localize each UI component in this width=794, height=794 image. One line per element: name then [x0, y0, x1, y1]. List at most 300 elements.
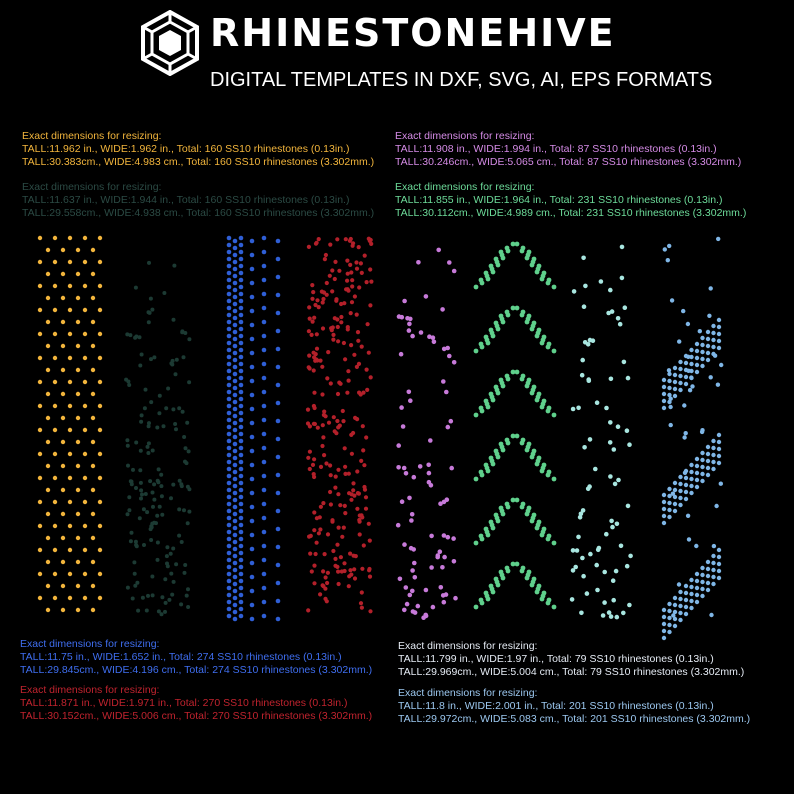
- rhinestone-dot: [262, 586, 267, 591]
- rhinestone-dot: [331, 549, 335, 553]
- rhinestone-dot: [700, 566, 704, 570]
- rhinestone-dot: [38, 500, 42, 504]
- rhinestone-dot: [233, 323, 238, 328]
- rhinestone-dot: [227, 292, 232, 297]
- rhinestone-dot: [684, 591, 688, 595]
- rhinestone-dot: [546, 281, 551, 286]
- rhinestone-dot: [706, 330, 710, 334]
- rhinestone-dot: [540, 533, 545, 538]
- rhinestone-dot: [595, 588, 600, 593]
- rhinestone-dot: [436, 248, 441, 253]
- rhinestone-dot: [38, 356, 42, 360]
- rhinestone-dot: [83, 500, 87, 504]
- rhinestone-dot: [141, 596, 145, 600]
- rhinestone-dot: [506, 377, 511, 382]
- rhinestone-dot: [233, 414, 238, 419]
- rhinestone-dot: [321, 501, 325, 505]
- pattern-lightblue: [662, 237, 724, 641]
- rhinestone-dot: [315, 541, 319, 545]
- rhinestone-dot: [227, 432, 232, 437]
- rhinestone-dot: [625, 428, 630, 433]
- rhinestone-dot: [552, 605, 557, 610]
- rhinestone-dot: [250, 309, 255, 314]
- rhinestone-dot: [233, 561, 238, 566]
- rhinestone-dot: [185, 421, 189, 425]
- rhinestone-dot: [276, 617, 281, 622]
- rhinestone-dot: [480, 537, 485, 542]
- rhinestone-dot: [368, 609, 372, 613]
- rhinestone-dot: [666, 258, 670, 262]
- rhinestone-dot: [616, 478, 621, 483]
- rhinestone-dot: [233, 484, 238, 489]
- rhinestone-dot: [227, 600, 232, 605]
- rhinestone-dot: [368, 267, 372, 271]
- rhinestone-dot: [61, 488, 65, 492]
- rhinestone-dot: [582, 304, 587, 309]
- dim-heading: Exact dimensions for resizing:: [20, 684, 160, 696]
- rhinestone-dot: [227, 250, 232, 255]
- rhinestone-dot: [480, 473, 485, 478]
- rhinestone-dot: [312, 581, 316, 585]
- rhinestone-dot: [262, 390, 267, 395]
- rhinestone-dot: [98, 596, 102, 600]
- rhinestone-dot: [540, 469, 545, 474]
- rhinestone-dot: [689, 348, 693, 352]
- rhinestone-dot: [709, 286, 713, 290]
- rhinestone-dot: [682, 435, 686, 439]
- rhinestone-dot: [520, 377, 525, 382]
- rhinestone-dot: [359, 459, 363, 463]
- rhinestone-dot: [695, 485, 699, 489]
- rhinestone-dot: [322, 290, 326, 294]
- rhinestone-dot: [46, 296, 50, 300]
- rhinestone-dot: [262, 418, 267, 423]
- rhinestone-dot: [91, 608, 95, 612]
- rhinestone-dot: [239, 495, 244, 500]
- rhinestone-dot: [150, 575, 154, 579]
- rhinestone-dot: [662, 615, 666, 619]
- rhinestone-dot: [717, 461, 721, 465]
- rhinestone-dot: [491, 462, 496, 467]
- rhinestone-dot: [178, 479, 182, 483]
- rhinestone-dot: [501, 256, 506, 261]
- rhinestone-dot: [250, 295, 255, 300]
- rhinestone-dot: [711, 453, 715, 457]
- rhinestone-dot: [160, 513, 164, 517]
- rhinestone-dot: [662, 392, 666, 396]
- rhinestone-dot: [68, 476, 72, 480]
- rhinestone-dot: [325, 581, 329, 585]
- rhinestone-dot: [407, 496, 412, 501]
- rhinestone-dot: [250, 617, 255, 622]
- rhinestone-dot: [700, 594, 704, 598]
- rhinestone-dot: [312, 510, 316, 514]
- rhinestone-dot: [586, 342, 591, 347]
- rhinestone-dot: [157, 467, 161, 471]
- rhinestone-dot: [347, 379, 351, 383]
- rhinestone-dot: [343, 504, 347, 508]
- rhinestone-dot: [616, 316, 621, 321]
- rhinestone-dot: [667, 368, 671, 372]
- rhinestone-dot: [227, 495, 232, 500]
- dim-line-cm: TALL:29.558cm., WIDE:4.938 cm., Total: 160 SS10 rhinestones (3.302mm.): [22, 207, 375, 219]
- rhinestone-dot: [38, 236, 42, 240]
- rhinestone-dot: [711, 345, 715, 349]
- rhinestone-dot: [700, 336, 704, 340]
- rhinestone-dot: [673, 387, 677, 391]
- rhinestone-dot: [180, 540, 184, 544]
- rhinestone-dot: [695, 579, 699, 583]
- rhinestone-dot: [326, 350, 330, 354]
- rhinestone-dot: [336, 492, 340, 496]
- rhinestone-dot: [369, 242, 373, 246]
- rhinestone-dot: [239, 334, 244, 339]
- rhinestone-dot: [325, 376, 329, 380]
- rhinestone-dot: [321, 297, 325, 301]
- rhinestone-dot: [233, 505, 238, 510]
- rhinestone-dot: [501, 320, 506, 325]
- rhinestone-dot: [358, 532, 362, 536]
- rhinestone-dot: [399, 352, 404, 357]
- rhinestone-dot: [332, 415, 336, 419]
- rhinestone-dot: [684, 476, 688, 480]
- rhinestone-dot: [619, 544, 624, 549]
- rhinestone-dot: [46, 560, 50, 564]
- rhinestone-dot: [687, 537, 691, 541]
- rhinestone-dot: [678, 360, 682, 364]
- rhinestone-dot: [452, 269, 457, 274]
- rhinestone-dot: [53, 428, 57, 432]
- rhinestone-dot: [227, 516, 232, 521]
- rhinestone-dot: [346, 272, 350, 276]
- rhinestone-dot: [628, 554, 633, 559]
- rhinestone-dot: [356, 339, 360, 343]
- rhinestone-dot: [318, 359, 322, 363]
- rhinestone-dot: [239, 390, 244, 395]
- rhinestone-dot: [546, 345, 551, 350]
- rhinestone-dot: [310, 297, 314, 301]
- rhinestone-dot: [276, 275, 281, 280]
- rhinestone-dot: [345, 259, 349, 263]
- rhinestone-dot: [98, 452, 102, 456]
- rhinestone-dot: [83, 476, 87, 480]
- rhinestone-dot: [38, 572, 42, 576]
- rhinestone-dot: [353, 576, 357, 580]
- rhinestone-dot: [156, 558, 160, 562]
- rhinestone-dot: [613, 482, 618, 487]
- rhinestone-dot: [711, 331, 715, 335]
- rhinestone-dot: [453, 596, 458, 601]
- rhinestone-dot: [615, 522, 620, 527]
- rhinestone-dot: [239, 467, 244, 472]
- rhinestone-dot: [239, 376, 244, 381]
- rhinestone-dot: [126, 512, 130, 516]
- rhinestone-dot: [134, 486, 138, 490]
- rhinestone-dot: [331, 333, 335, 337]
- rhinestone-dot: [368, 575, 372, 579]
- rhinestone-dot: [706, 588, 710, 592]
- rhinestone-dot: [98, 500, 102, 504]
- rhinestone-dot: [576, 406, 581, 411]
- rhinestone-dot: [53, 524, 57, 528]
- rhinestone-dot: [413, 575, 418, 580]
- rhinestone-dot: [125, 438, 129, 442]
- rhinestone-dot: [239, 558, 244, 563]
- rhinestone-dot: [239, 243, 244, 248]
- rhinestone-dot: [276, 599, 281, 604]
- rhinestone-dot: [323, 587, 327, 591]
- rhinestone-dot: [138, 335, 142, 339]
- rhinestone-dot: [610, 525, 615, 530]
- rhinestone-dot: [239, 327, 244, 332]
- rhinestone-dot: [700, 350, 704, 354]
- rhinestone-dot: [474, 413, 479, 418]
- rhinestone-dot: [227, 236, 232, 241]
- rhinestone-dot: [424, 614, 429, 619]
- rhinestone-dot: [83, 404, 87, 408]
- rhinestone-dot: [711, 446, 715, 450]
- rhinestone-dot: [717, 346, 721, 350]
- rhinestone-dot: [333, 557, 337, 561]
- dim-line-cm: TALL:30.152cm., WIDE:5.006 cm., Total: 270 SS10 rhinestones (3.302mm.): [20, 710, 373, 722]
- rhinestone-dot: [250, 589, 255, 594]
- rhinestone-dot: [336, 570, 340, 574]
- rhinestone-dot: [239, 607, 244, 612]
- rhinestone-dot: [307, 329, 311, 333]
- rhinestone-dot: [276, 455, 281, 460]
- rhinestone-dot: [359, 601, 363, 605]
- rhinestone-dot: [233, 295, 238, 300]
- rhinestone-dot: [601, 613, 606, 618]
- rhinestone-dot: [239, 502, 244, 507]
- rhinestone-dot: [673, 624, 677, 628]
- rhinestone-dot: [667, 515, 671, 519]
- rhinestone-dot: [250, 421, 255, 426]
- rhinestone-dot: [233, 358, 238, 363]
- rhinestone-dot: [711, 568, 715, 572]
- rhinestone-dot: [233, 260, 238, 265]
- rhinestone-dot: [276, 329, 281, 334]
- rhinestone-dot: [38, 428, 42, 432]
- rhinestone-dot: [689, 362, 693, 366]
- rhinestone-dot: [262, 348, 267, 353]
- rhinestone-dot: [333, 277, 337, 281]
- rhinestone-dot: [174, 372, 178, 376]
- rhinestone-dot: [359, 392, 363, 396]
- rhinestone-dot: [618, 322, 623, 327]
- rhinestone-dot: [322, 453, 326, 457]
- rhinestone-dot: [262, 502, 267, 507]
- rhinestone-dot: [144, 492, 148, 496]
- rhinestone-dot: [38, 452, 42, 456]
- rhinestone-dot: [361, 448, 365, 452]
- rhinestone-dot: [276, 581, 281, 586]
- rhinestone-dot: [165, 554, 169, 558]
- rhinestone-dot: [355, 469, 359, 473]
- rhinestone-dot: [717, 339, 721, 343]
- rhinestone-dot: [91, 296, 95, 300]
- rhinestone-dot: [233, 512, 238, 517]
- rhinestone-dot: [352, 494, 356, 498]
- rhinestone-dot: [151, 505, 155, 509]
- rhinestone-dot: [227, 404, 232, 409]
- rhinestone-dot: [355, 267, 359, 271]
- rhinestone-dot: [698, 329, 702, 333]
- rhinestone-dot: [329, 502, 333, 506]
- rhinestone-dot: [233, 568, 238, 573]
- rhinestone-dot: [239, 537, 244, 542]
- rhinestone-dot: [227, 586, 232, 591]
- rhinestone-dot: [410, 334, 415, 339]
- rhinestone-dot: [346, 327, 350, 331]
- rhinestone-dot: [233, 477, 238, 482]
- rhinestone-dot: [496, 327, 501, 332]
- rhinestone-dot: [250, 407, 255, 412]
- rhinestone-dot: [351, 244, 355, 248]
- rhinestone-dot: [329, 473, 333, 477]
- rhinestone-dot: [68, 332, 72, 336]
- rhinestone-dot: [227, 572, 232, 577]
- rhinestone-dot: [626, 376, 631, 381]
- rhinestone-dot: [688, 388, 692, 392]
- rhinestone-dot: [501, 576, 506, 581]
- dim-line-inches: TALL:11.871 in., WIDE:1.971 in., Total: 270 SS10 rhinestones (0.13in.): [20, 697, 348, 709]
- rhinestone-dot: [700, 587, 704, 591]
- rhinestone-dot: [68, 356, 72, 360]
- pattern-darkgreen: [124, 261, 191, 616]
- rhinestone-dot: [535, 462, 540, 467]
- rhinestone-dot: [227, 299, 232, 304]
- rhinestone-dot: [348, 568, 352, 572]
- rhinestone-dot: [177, 534, 181, 538]
- rhinestone-dot: [530, 455, 535, 460]
- rhinestone-dot: [227, 453, 232, 458]
- rhinestone-dot: [68, 596, 72, 600]
- rhinestone-dot: [706, 445, 710, 449]
- dim-line-cm: TALL:30.112cm., WIDE:4.989 cm., Total: 231 SS10 rhinestones (3.302mm.): [395, 207, 747, 219]
- rhinestone-dot: [314, 242, 318, 246]
- rhinestone-dot: [706, 358, 710, 362]
- rhinestone-dot: [673, 380, 677, 384]
- rhinestone-dot: [700, 428, 704, 432]
- rhinestone-dot: [250, 561, 255, 566]
- rhinestone-dot: [535, 270, 540, 275]
- rhinestone-dot: [134, 441, 138, 445]
- rhinestone-dot: [369, 280, 373, 284]
- rhinestone-dot: [474, 541, 479, 546]
- rhinestone-dot: [311, 320, 315, 324]
- rhinestone-dot: [68, 284, 72, 288]
- rhinestone-dot: [353, 294, 357, 298]
- rhinestone-dot: [520, 569, 525, 574]
- rhinestone-dot: [239, 292, 244, 297]
- rhinestone-dot: [233, 582, 238, 587]
- rhinestone-dot: [250, 365, 255, 370]
- rhinestone-dot: [325, 281, 329, 285]
- rhinestone-dot: [61, 560, 65, 564]
- dim-line-cm: TALL:29.845cm., WIDE:4.196 cm., Total: 274 SS10 rhinestones (3.302mm.): [20, 664, 373, 676]
- rhinestone-dot: [250, 435, 255, 440]
- rhinestone-dot: [233, 533, 238, 538]
- rhinestone-dot: [306, 408, 310, 412]
- rhinestone-dot: [46, 464, 50, 468]
- rhinestone-dot: [673, 488, 677, 492]
- rhinestone-dot: [582, 445, 587, 450]
- rhinestone-dot: [410, 568, 415, 573]
- rhinestone-dot: [76, 584, 80, 588]
- rhinestone-dot: [449, 419, 454, 424]
- rhinestone-dot: [98, 380, 102, 384]
- rhinestone-dot: [227, 558, 232, 563]
- rhinestone-dot: [540, 341, 545, 346]
- rhinestone-dot: [250, 337, 255, 342]
- rhinestone-dot: [76, 488, 80, 492]
- rhinestone-dot: [227, 537, 232, 542]
- rhinestone-dot: [602, 570, 607, 575]
- rhinestone-dot: [711, 575, 715, 579]
- rhinestone-dot: [124, 378, 128, 382]
- rhinestone-dot: [311, 290, 315, 294]
- rhinestone-dot: [312, 422, 316, 426]
- rhinestone-dot: [183, 460, 187, 464]
- rhinestone-dot: [326, 532, 330, 536]
- rhinestone-dot: [612, 447, 617, 452]
- rhinestone-dot: [719, 363, 723, 367]
- rhinestone-dot: [239, 341, 244, 346]
- rhinestone-dot: [250, 547, 255, 552]
- rhinestone-dot: [334, 299, 338, 303]
- rhinestone-dot: [91, 536, 95, 540]
- rhinestone-dot: [418, 464, 423, 469]
- rhinestone-dot: [575, 548, 580, 553]
- rhinestone-dot: [239, 411, 244, 416]
- rhinestone-dot: [53, 572, 57, 576]
- rhinestone-dot: [146, 445, 150, 449]
- rhinestone-dot: [239, 509, 244, 514]
- rhinestone-dot: [396, 443, 401, 448]
- rhinestone-dot: [138, 468, 142, 472]
- rhinestone-dot: [83, 332, 87, 336]
- rhinestone-dot: [408, 398, 413, 403]
- rhinestone-dot: [239, 369, 244, 374]
- rhinestone-dot: [321, 569, 325, 573]
- rhinestone-dot: [695, 356, 699, 360]
- rhinestone-dot: [76, 416, 80, 420]
- rhinestone-dot: [611, 578, 616, 583]
- dim-heading: Exact dimensions for resizing:: [22, 130, 162, 142]
- rhinestone-dot: [308, 424, 312, 428]
- rhinestone-dot: [700, 458, 704, 462]
- rhinestone-dot: [227, 334, 232, 339]
- rhinestone-dot: [233, 246, 238, 251]
- rhinestone-dot: [525, 320, 530, 325]
- rhinestone-dot: [678, 611, 682, 615]
- rhinestone-dot: [398, 577, 403, 582]
- rhinestone-dot: [164, 601, 168, 605]
- rhinestone-dot: [53, 332, 57, 336]
- rhinestone-dot: [147, 424, 151, 428]
- rhinestone-dot: [446, 425, 451, 430]
- rhinestone-dot: [276, 563, 281, 568]
- rhinestone-dot: [262, 614, 267, 619]
- rhinestone-dot: [673, 509, 677, 513]
- rhinestone-dot: [262, 236, 267, 241]
- rhinestone-dot: [233, 547, 238, 552]
- rhinestone-dot: [227, 418, 232, 423]
- rhinestone-dot: [350, 300, 354, 304]
- rhinestone-dot: [663, 247, 667, 251]
- rhinestone-dot: [142, 507, 146, 511]
